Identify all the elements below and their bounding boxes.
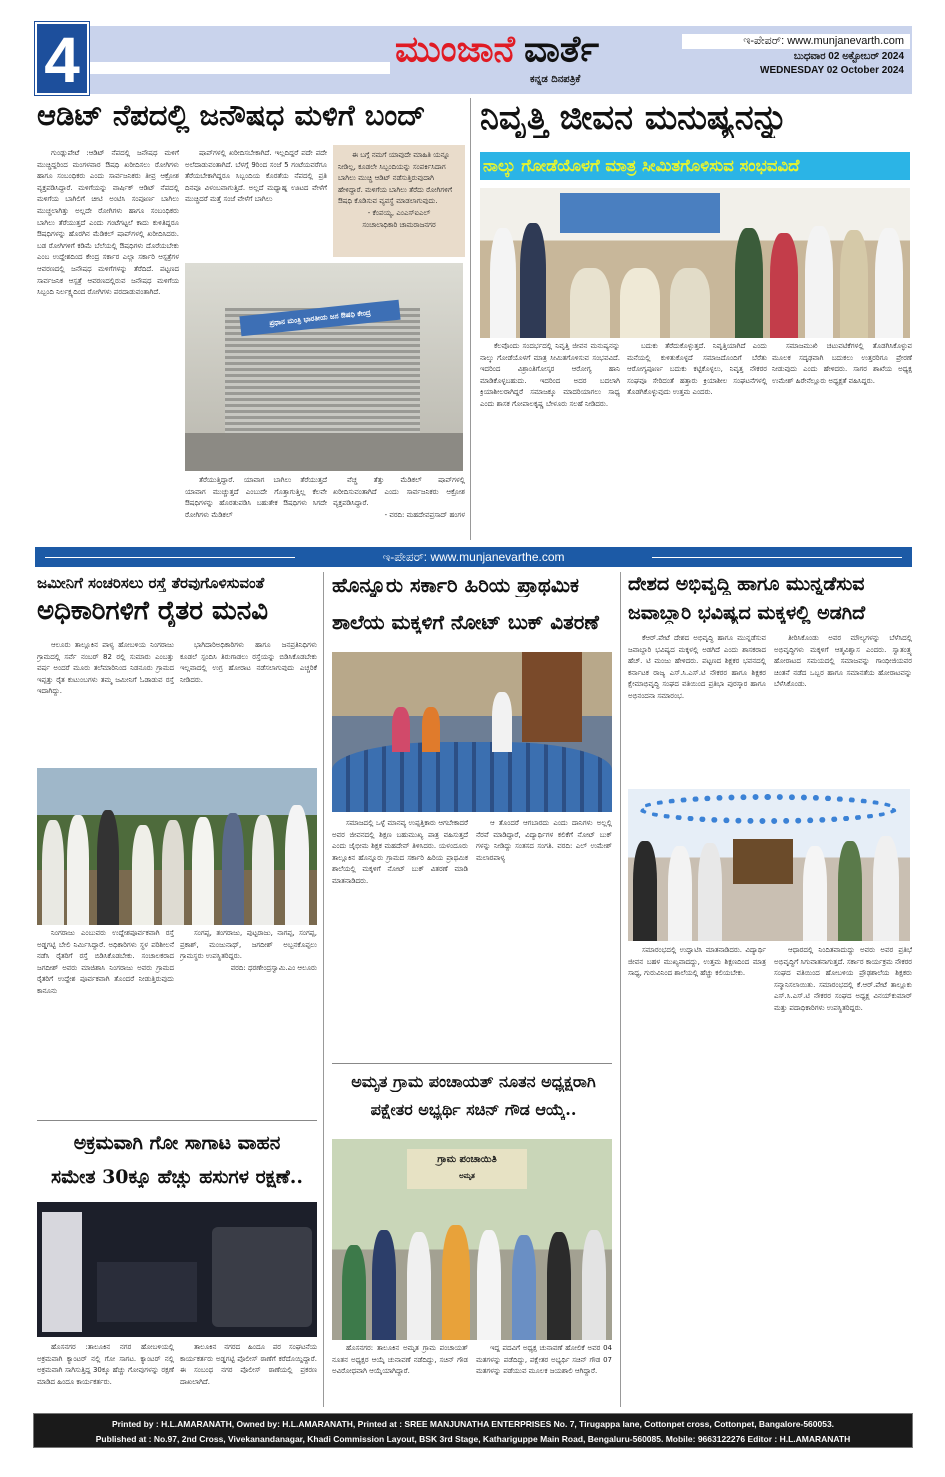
photo-retirement-felicitation (480, 188, 910, 338)
headline-farmers: ಅಧಿಕಾರಿಗಳಿಗೆ ರೈತರ ಮನವಿ (37, 596, 268, 626)
paragraph: ಕೆಲವೊಂದು ಸಂದರ್ಭದಲ್ಲಿ ನಿವೃತ್ತಿ ಜೀವನ ಮನುಷ್ಯನನ್ನು ನಾಲ್ಕು ಗೋಡೆಯೊಳಗೆ ಮಾತ್ರ ಸೀಮಿತಗೊಳಿಸುವ ಸಂಭವವಿದೆ. ಇದರಿಂದ ವಿಶ್ರಾಂತಿಗೋಸ್ಕರ ಆರೋಗ್ಯ ಹಾನಿ ಮಾಡಿಕೊಳ್ಳಬಹುದು. ಇದರಿಂದ ಅದರ ಬದಲಾಗಿ ಕ್ರಿಯಾಶೀಲರಾಗಿದ್ದರೆ ಸಮಾಜಕ್ಕೂ ಮಾದರಿಯಾಗಲು ಸಾಧ್ಯ ಎಂದು ಶಾಸಕ ಗೋಪಾಲಕೃಷ್ಣ ಬೇಳೂರು ಸಲಹೆ ನೀಡಿದರು. (480, 342, 620, 408)
page-number: 4 (35, 22, 89, 95)
byline: ವರದಿ: ಧರಣೇಂದ್ರಸ್ವಾಮಿ.ಎಂ ಆಲೂರು (230, 963, 317, 972)
photo-school-notebook-distribution (332, 652, 612, 812)
column-divider (470, 98, 471, 540)
paragraph: ಆಲೂರು ತಾಲ್ಲೂಕಿನ ಪಾಳ್ಯ ಹೋಬಳಿಯ ನಿಂಗರಾಜು ಗ್ರಾಮದಲ್ಲಿ ಸರ್ವೆ ನಂಬರ್ 82 ರಲ್ಲಿ ಸುಮಾರು ಎಂಬತ್ತು ವರ್ಷ ಅಂದರೆ ಮೂರು ತಲೆಮಾರಿನಿಂದ ನಿಡನೂರು ಗ್ರಾಮದ ಇಪ್ಪತ್ತು ರೈತ ಕುಟುಂಬಗಳು ತಮ್ಮ ಜಮೀನಿಗೆ ಓಡಾಡುವ ರಸ್ತೆ ಇದಾಗಿದ್ದು. (37, 641, 174, 696)
masthead-rule (90, 62, 390, 74)
divider (37, 1120, 317, 1121)
paragraph: ಹೊಸನಗರ: ತಾಲೂಕಿನ ಅಮೃತ ಗ್ರಾಮ ಪಂಚಾಯತ್ ನೂತನ ಅಧ್ಯಕ್ಷರ ಆಯ್ಕೆ ಚುನಾವಣೆ ನಡೆದಿದ್ದು, ಸಚಿನ್ ಗೌಡ ಅವಿರೋಧವಾಗಿ ಆಯ್ಕೆಯಾಗಿದ್ದಾರೆ. (332, 1344, 468, 1376)
paragraph: ವೆಚ್ಚ ತೆತ್ತು ಮೆಡಿಕಲ್ ಷಾಪ್‌ಗಳಲ್ಲಿ ಖರೀದಿಸುವಂತಾಗಿದೆ ಎಂದು ಸಾರ್ವಜನಿಕರು ಆಕ್ರೋಶ ವ್ಯಕ್ತಪಡಿಸಿದ್ದಾರೆ. (333, 476, 465, 508)
column-divider (323, 572, 324, 1407)
headline-audit: ಆಡಿಟ್ ನೆಪದಲ್ಲಿ ಜನೌಷಧ ಮಳಿಗೆ ಬಂದ್ (37, 98, 426, 132)
article-text (476, 818, 612, 1058)
paragraph: ಸಮಾಜದಲ್ಲಿ ಒಳ್ಳೆ ಮಾನವ್ಯ ಉಪ್ಪತ್ತಿಕಾರು ಆಗಬೇಕಾದರೆ ಅವರ ಜೀವನದಲ್ಲಿ ಶಿಕ್ಷಣ ಬಹುಮುಖ್ಯ ಪಾತ್ರ ವಹಿಸುತ್ತದೆ ಎಂದು ಜೈಭೀಮ ಶಿಕ್ಷಕ ಮಹದೇವ್ ತಿಳಿಸಿದರು. ಯಳಂದೂರು ತಾಲ್ಲೂಕಿನ ಹೊನ್ನೂರು ಗ್ರಾಮದ ಸರ್ಕಾರಿ ಹಿರಿಯ ಪ್ರಾಥಮಿಕ ಶಾಲೆಯಲ್ಲಿ ಮಕ್ಕಳಿಗೆ ನೋಟ್ ಬುಕ್ ವಿತರಣೆ ಮಾಡಿ ಮಾತನಾಡಿದರು. (332, 819, 468, 885)
office-sign-village: ಅಮೃತ (459, 1172, 475, 1180)
paragraph: ಆಧಾರದಲ್ಲಿ ನಿಂದಿತವಾದುದ್ದು ಅವರು ಅವರ ಪ್ರತಿಭೆ ಅಭಿವೃದ್ಧಿಗೆ ಸಿಗುವಾತನಾಗುತ್ತದೆ. ಸರ್ಕಾರ ಕಾರ್ಯಕ್ರಮ ನೌಕರರ ಸಂಘದ ವತಿಯಿಂದ ಹೋಬಳಿಯ ಪ್ರೌಢಶಾಲೆಯ ಶಿಕ್ಷಕರು ಸನ್ಮಾನಿಸಲಾಯಿತು. ಸಮಾರಂಭದಲ್ಲಿ ಕೆ.ಆರ್.ಪೇಟೆ ತಾಲ್ಲೂಕು ಎಸ್.ಸಿ.ಎಸ್.ಟಿ ನೌಕರರ ಸಂಘದ ಅಧ್ಯಕ್ಷ ವಿನಯ್‌ಕುಮಾರ್ ಮತ್ತು ಪದಾಧಿಕಾರಿಗಳು ಉಪಸ್ಥಿತರಿದ್ದರು. (774, 946, 912, 1012)
paragraph: ಹೊಸನಗರ :ತಾಲೂಕಿನ ನಗರ ಹೋಬಳಿಯಲ್ಲಿ ಅಕ್ರಮವಾಗಿ ಕ್ಯಾಂಟರ್ ನಲ್ಲಿ ಗೋ ಸಾಗಟ. ಕ್ಯಾಂಟರ್ ನಲ್ಲಿ ಅಕ್ರಮವಾಗಿ ಸಾಗಿಸುತ್ತಿದ್ದ 30ಕ್ಕೂ ಹೆಚ್ಚು ಗೋವುಗಳನ್ನು ರಕ್ಷಣೆ ಮಾಡಿದ ಹಿಂದೂ ಕಾರ್ಯಕರ್ತರು. (37, 1343, 174, 1386)
paragraph: ಇದ್ದ ಪದವಿಗೆ ಅಧ್ಯಕ್ಷ ಚುನಾವಣೆ ಹೋಲಿಕೆ ಅವರ 04 ಮತಗಳನ್ನು ಪಡೆದಿದ್ದು, ಪಕ್ಷೇತರ ಅಭ್ಯರ್ಥಿ ಸಚಿನ್ ಗೌಡ 07 ಮತಗಳನ್ನು ಪಡೆಯುವ ಮೂಲಕ ಜಯಶಾಲಿ ಆಗಿದ್ದಾರೆ. (476, 1344, 612, 1376)
article-text (180, 928, 317, 1113)
date-kannada: ಬುಧವಾರ 02 ಅಕ್ಟೋಬರ್ 2024 (793, 51, 904, 62)
imprint-line-1: Printed by : H.L.AMARANATH, Owned by: H.L.AMARANATH, Printed at : SREE MANJUNATHA ENTERPRISES No. 7, Tirugappa lane, Cottonpet cross, Cottonpet, Bangalore-560053. (111, 1419, 835, 1429)
article-text (333, 475, 465, 537)
paragraph: ಸಂಗಪ್ಪ, ತಂಗರಾಜು, ಪುಟ್ಟರಾಜು, ನಾಗಪ್ಪ, ಸಂಗಪ್ಪ, ಪ್ರಕಾಶ್, ಮಂಜುನಾಥ್, ಜಗದೀಶ್ ಅಬ್ಬನಕೊಪ್ಪಲು ಗ್ರಾಮಸ್ಥರು ಉಪಸ್ಥಿತರಿದ್ದರು. (180, 929, 317, 961)
title-black: ವಾರ್ತೆ (524, 29, 599, 69)
headline-panchayat-1: ಅಮೃತ ಗ್ರಾಮ ಪಂಚಾಯತ್ ನೂತನ ಅಧ್ಯಕ್ಷರಾಗಿ (351, 1072, 596, 1091)
article-text (37, 1342, 174, 1407)
article-text (627, 341, 767, 539)
headline-school-1: ಹೊನ್ನೂರು ಸರ್ಕಾರಿ ಹಿರಿಯ ಪ್ರಾಥಮಿಕ (332, 573, 579, 597)
subheadline-retirement: ನಾಲ್ಕು ಗೋಡೆಯೊಳಗೆ ಮಾತ್ರ ಸೀಮಿತಗೊಳಿಸುವ ಸಂಭವವಿದೆ (480, 152, 910, 180)
photo-cattle-vehicle (37, 1202, 317, 1337)
article-text (37, 640, 174, 765)
article-text (185, 148, 327, 260)
headline-panchayat-2: ಪಕ್ಷೇತರ ಅಭ್ಯರ್ಥಿ ಸಚಿನ್ ಗೌಡ ಆಯ್ಕೆ.. (370, 1100, 577, 1119)
article-text (774, 945, 912, 1407)
imprint-footer (33, 1413, 913, 1448)
paragraph: ತಾಲೂಕಿನ ನಗರದ ಹಿಂದೂ ಪರ ಸಂಘಟನೆಯ ಕಾರ್ಯಕರ್ತರು ಅಡ್ಡಗಟ್ಟಿ ಪೊಲೀಸ್ ಠಾಣೆಗೆ ಕರೆದೊಯ್ದಿದ್ದಾರೆ. ಈ ಸಂಬಂಧ ನಗರ ಪೊಲೀಸ್ ಠಾಣೆಯಲ್ಲಿ ಪ್ರಕರಣ ದಾಖಲಾಗಿದೆ. (180, 1343, 317, 1386)
headline-retirement: ನಿವೃತ್ತಿ ಜೀವನ ಮನುಷ್ಯನನ್ನು (480, 98, 788, 138)
article-text (628, 633, 766, 786)
date-block (682, 50, 910, 78)
article-text (480, 341, 620, 539)
photo-farmers-group (37, 768, 317, 925)
article-text (332, 1343, 468, 1407)
date-english: WEDNESDAY 02 October 2024 (760, 65, 904, 76)
article-text (332, 818, 468, 1058)
paragraph: ಕೆಆರ್.ಪೇಟೆ ದೇಶದ ಅಭಿವೃದ್ಧಿ ಹಾಗೂ ಮುನ್ನಡೆಸುವ ಜವಾಬ್ದಾರಿ ಭವಿಷ್ಯದ ಮಕ್ಕಳಲ್ಲಿ ಅಡಗಿದೆ ಎಂದು ಶಾಸಕರಾದ ಹೆಚ್. ಟಿ ಮಂಜು ಹೇಳಿದರು. ಪಟ್ಟಣದ ಶಿಕ್ಷಕರ ಭವನದಲ್ಲಿ ಕರ್ನಾಟಕ ರಾಜ್ಯ ಎಸ್.ಸಿ.ಎಸ್.ಟಿ ನೌಕರರ ಹಾಗೂ ಶಿಕ್ಷಕರ ಕ್ಷೇಮಾಭಿವೃದ್ಧಿ ಸಂಘದ ವತಿಯಿಂದ ಪ್ರತಿಭಾ ಪುರಸ್ಕಾರ ಹಾಗೂ ಅಭಿನಂದನಾ ಸಮಾರಂಭ. (628, 634, 766, 700)
epaper-band-url[interactable]: ಇ-ಪೇಪರ್: www.munjanevarthe.com (382, 550, 565, 564)
article-text (772, 341, 912, 539)
quote-text: ಈ ಬಗ್ಗೆ ನಮಗೆ ಯಾವುದೇ ಮಾಹಿತಿ ಯನ್ನೂ ನೀಡಿಲ್ಲ, ಕೂಡಲೇ ಸಿಬ್ಬಂದಿಯನ್ನು ಸಂಪರ್ಕಿಸಿದಾಗ ಬಾಗಿಲು ಮುಚ್ಚಿ ಆಡಿಟ್ ನಡೆಸುತ್ತಿರುವುದಾಗಿ ಹೇಳಿದ್ದಾರೆ. ಮಳಿಗೆಯ ಬಾಗಿಲು ತೆರೆದು ರೋಗಿಗಳಿಗೆ ಔಷಧಿ ಕೊಡಿಸುವ ವ್ಯವಸ್ಥೆ ಮಾಡಲಾಗುವುದು. (338, 151, 453, 206)
article-text (37, 928, 174, 1113)
paragraph: ಬದುಕು ತೆರೆದುಕೊಳ್ಳುತ್ತದೆ. ನಿವೃತ್ತಿಯಾಗಿದೆ ಎಂದು ಮನೆಯಲ್ಲಿ ಕುಳಿತುಕೊಳ್ಳದೆ ಸಮಾಜದೊಂದಿಗೆ ಬೆರೆತು ಆರೋಗ್ಯಪೂರ್ಣ ಬದುಕು ಕಟ್ಟಿಕೊಳ್ಳಲು, ನಿವೃತ್ತ ನೌಕರರ ಸಂಘವೂ ಸೇರಿದಂತೆ ಹತ್ತಾರು ಕ್ರಿಯಾಶೀಲ ಸಂಘಟನೆಗಳಲ್ಲಿ ತೊಡಗಿಕೊಳ್ಳುವುದು ಉತ್ತಮ ಎಂದರು. (627, 342, 767, 397)
newspaper-title (395, 28, 665, 78)
paragraph: ಸಮಾರಂಭದಲ್ಲಿ ಉದ್ಘಾಟಿಸಿ ಮಾತನಾಡಿದರು. ವಿದ್ಯಾರ್ಥಿ ಜೀವನ ಬಹಳ ಮುಖ್ಯವಾದದ್ದು, ಉತ್ತಮ ಶಿಕ್ಷಣದಿಂದ ಮಾತ್ರ ಸಾಧ್ಯ, ಗುರುವಿನಿಂದ ಶಾಲೆಯಲ್ಲಿ ಹೆಚ್ಚು ಕಲಿಯಬೇಕು. (628, 946, 766, 978)
imprint-line-2: Published at : No.97, 2nd Cross, Vivekanandanagar, Khadi Commission Layout, BSK 3rd Stage, Kathariguppe Main Road, Bengaluru-560085. Mobile: 9663122276 Editor : H.L.AMARANATH (95, 1434, 851, 1444)
shop-signboard: ಪ್ರಧಾನ ಮಂತ್ರಿ ಭಾರತೀಯ ಜನ ಔಷಧಿ ಕೇಂದ್ರ (239, 300, 400, 337)
photo-jan-aushadhi-shop (185, 263, 463, 471)
paragraph: ಭಾಗಿದಾರಿಅಧಿಕಾರಿಗಳು ಹಾಗೂ ಜನಪ್ರತಿನಿಧಿಗಳು ಕೂಡಲೆ ಸ್ಪಂದಿಸಿ ತಿರುಗಾಡಲು ರಸ್ತೆಯನ್ನು ಬಿಡಿಸಿಕೊಡಬೇಕು ಇಲ್ಲವಾದಲ್ಲಿ ಉಗ್ರ ಹೋರಾಟ ನಡೆಸಲಾಗುವುದು ಎಚ್ಚರಿಕೆ ನೀಡಿದರು. (180, 641, 317, 684)
epaper-band (35, 547, 912, 567)
article-text (180, 640, 317, 765)
column-divider (620, 572, 621, 1407)
article-text (37, 148, 179, 538)
headline-cows-2: ಸಮೇತ 30ಕ್ಕೂ ಹೆಚ್ಚು ಹಸುಗಳ ರಕ್ಷಣೆ.. (51, 1166, 303, 1188)
headline-nation-1: ದೇಶದ ಅಭಿವೃದ್ಧಿ ಹಾಗೂ ಮುನ್ನಡೆಸುವ (628, 573, 865, 595)
paragraph: ಗುಂಡ್ಲುಪೇಟೆ :ಆಡಿಟ್ ನೆಪದಲ್ಲಿ ಜನೌಷಧ ಮಳಿಗೆ ಮುಚ್ಚಿದ್ದರಿಂದ ಮಂಗಳವಾರ ಔಷಧಿ ಖರೀದಿಸಲು ರೋಗಿಗಳು ಹಾಗೂ ಸಂಬಂಧಿಕರು ಎಂದು ಸಾರ್ವಜನಿಕರು ತೀವ್ರ ಆಕ್ರೋಶ ವ್ಯಕ್ತಪಡಿಸಿದ್ದಾರೆ. ಮಳಿಗೆಯನ್ನು ವಾರ್ಷಿಕ್ ಆಡಿಟ್ ನೆಪದಲ್ಲಿ ಮಳಿಗೆಯ ಬಾಗಿಲಿಗೆ ಚೀಟಿ ಅಂಟಿಸಿ ಸಂಪೂರ್ಣ ಬಾಗಿಲು ಮುಚ್ಚಲಾಗಿತ್ತು ಅಲ್ಲದೇ ರೋಗಿಗಳು ಹಾಗೂ ಸಂಬಂಧಿಕರು ಬಾಗಿಲು ತೆರೆಯುತ್ತದೆ ಎಂದು ಗಂಟೆಗಟ್ಟಲೆ ಕಾದು ಕುಳಿತಿದ್ದರೂ ಔಷಧಿಗಳನ್ನು ಹೊರಗಿನ ಮೆಡಿಕಲ್ ಷಾಪ್‌ಗಳಲ್ಲಿ ಖರೀದಿಸಿದರು. ಬಡ ರೋಗಿಗಳಿಗೆ ಕಡಿಮೆ ಬೆಲೆಯಲ್ಲಿ ಔಷಧಿಗಳು ದೊರೆಯಬೇಕು ಎಂಬ ಉದ್ದೇಶದಿಂದ ಕೇಂದ್ರ ಸರ್ಕಾರ ಎಲ್ಲಾ ಸರ್ಕಾರಿ ಆಸ್ಪತ್ರೆಗಳ ಆವರಣದಲ್ಲಿ ಜನೌಷಧ ಮಳಿಗೆಗಳನ್ನು ತೆರೆದಿದೆ. ಪಟ್ಟಣದ ಸಾರ್ವಜನಿಕ ಆಸ್ಪತ್ರೆ ಆವರಣದಲ್ಲಿರುವ ಜನೌಷಧ ಮಳಿಗೆಯ ಸಿಬ್ಬಂದಿ ನಿರ್ಲಕ್ಷ್ಯದಿಂದ ರೋಗಿಗಳು ಪರದಾಡುವಂತಾಗಿದೆ. (37, 149, 179, 297)
paragraph: ತೀರಿಸಿಕೊಂಡು ಅವರ ಮೌಲ್ಯಗಳನ್ನು ಬೆಳೆಸಿದಲ್ಲಿ ಅಭಿವೃದ್ಧಿಗಳು ಮಕ್ಕಳಿಗೆ ಆತ್ಮವಿಶ್ವಾಸ ಎಂದರು. ಸ್ವಾತಂತ್ರ್ಯ ಹೋರಾಟದ ಸಮಯದಲ್ಲಿ ಸಮಾಜವನ್ನು ಗಾಂಧೀಜಿಯವರ ಚಿಂತನೆ ನಡೆದ ಒಬ್ಬರ ಹಾಗೂ ಸಮಾನತೆಯ ಹೋರಾಟವನ್ನು ಬೆಳೆಸಿಕೊಂಡು. (774, 634, 912, 689)
headline-cows-1: ಅಕ್ರಮವಾಗಿ ಗೋ ಸಾಗಾಟ ವಾಹನ (73, 1132, 281, 1154)
quote-author: - ಕೆಂಪಯ್ಯ, ಎಂಎಸ್‌ಐಎಲ್ (367, 208, 431, 217)
byline: - ವರದಿ: ಮಹದೇವಪ್ರಸಾದ್ ಹಂಗಳ (384, 510, 465, 519)
paragraph: ಷಾಪ್‌ಗಳಲ್ಲಿ ಖರೀದಿಸಬೇಕಾಗಿದೆ. ಇಲ್ಲದಿದ್ದರೆ ಪದೇ ಪದೇ ಅಲೆದಾಡುವಂತಾಗಿದೆ. ಬೆಳಗ್ಗೆ 9ರಿಂದ ಸಂಜೆ 5 ಗಂಟೆಯವರೆಗೂ ತೆರೆಯಬೇಕಾಗಿದ್ದರೂ ಸಿಬ್ಬಂದಿಯ ಕೊರತೆಯ ನೆಪದಲ್ಲಿ ಪ್ರತಿ ದಿನವೂ ವಿಳಂಬವಾಗುತ್ತಿದೆ. ಅಲ್ಲದೆ ಮಧ್ಯಾಹ್ನ ಊಟದ ವೇಳೆಗೆ ಮುಚ್ಚಿದರೆ ಮತ್ತೆ ಸಂಜೆ ವೇಳೆಗೆ ಬಾಗಿಲು (185, 149, 327, 204)
epaper-url[interactable]: ಇ-ಪೇಪರ್: www.munjanevarth.com (682, 34, 910, 49)
paragraph: ನಿಂಗರಾಜು ಎಂಬುವರು ಉದ್ದೇಶಪೂರ್ವಕವಾಗಿ ರಸ್ತೆ ಅಡ್ಡಗಟ್ಟಿ ಬೇಲಿ ನಿರ್ಮಿಸಿದ್ದಾರೆ. ಅಧಿಕಾರಿಗಳು ಸ್ಥಳ ಪರಿಶೀಲನೆ ನಡೆಸಿ ರೈತರಿಗೆ ರಸ್ತೆ ಬಿಡಿಸಿಕೊಡಬೇಕು. ಸಂಚಾಲಕರಾದ ಜಗದೀಶ್ ಅವರು ಮಾಜಿಶಾಸಿ ನಿಂಗರಾಜು ಅವರು ಗ್ರಾಮದ ರೈತರಿಗೆ ಉದ್ದೇಶ ಪೂರ್ವಕವಾಗಿ ತೊಂದರೆ ನೀಡುತ್ತಿರುವುದು ಕಾನೂನು (37, 929, 174, 995)
tagline: ಕನ್ನಡ ದಿನಪತ್ರಿಕೆ (530, 74, 581, 85)
headline-school-2: ಶಾಲೆಯ ಮಕ್ಕಳಿಗೆ ನೋಟ್ ಬುಕ್ ವಿತರಣೆ (332, 610, 599, 634)
article-text (628, 945, 766, 1407)
photo-pratibha-puraskar (628, 789, 910, 941)
title-red: ಮುಂಜಾನೆ (395, 29, 515, 69)
photo-panchayat-office (332, 1139, 612, 1340)
article-text (180, 1342, 317, 1407)
office-sign: ಗ್ರಾಮ ಪಂಚಾಯಿತಿ (437, 1154, 497, 1165)
article-text (476, 1343, 612, 1407)
divider (332, 1063, 612, 1064)
kicker-farmers: ಜಮೀನಿಗೆ ಸಂಚರಿಸಲು ರಸ್ತೆ ತೆರವುಗೊಳಿಸುವಂತೆ (37, 574, 265, 592)
paragraph: ಸಮಾಜಮುಖಿ ಚಟುವಟಿಕೆಗಳಲ್ಲಿ ತೊಡಗಿಸಿಕೊಳ್ಳುವ ಮೂಲಕ ಸದೃಢವಾಗಿ ಬದುಕಲು ಉತ್ತರರಿಗೂ ಪ್ರೇರಣೆ ನೀಡುವುದು ಎಂದು ಹೇಳಿದರು. ಸಾಗರ ಶಾಖೆಯ ಅಧ್ಯಕ್ಷ ಉಮೇಶ್ ಹಿರೇನೆಲ್ಲೂರು ಅಧ್ಯಕ್ಷತೆ ವಹಿಸಿದ್ದರು. (772, 342, 912, 385)
article-text (185, 475, 327, 537)
article-text (774, 633, 912, 786)
paragraph: ತೆರೆಯುತ್ತಿದ್ದಾರೆ. ಯಾವಾಗ ಬಾಗಿಲು ತೆರೆಯುತ್ತದೆ ಯಾವಾಗ ಮುಚ್ಚುತ್ತದೆ ಎಂಬುದೇ ಗೊತ್ತಾಗುತ್ತಿಲ್ಲ ಕೆಲವೇ ಔಷಧಿಗಳನ್ನು ಹೊರತುಪಡಿಸಿ ಬಹುತೇಕ ಔಷಧಿಗಳು ಸಿಗದೇ ರೋಗಿಗಳು ಮೆಡಿಕಲ್ (185, 476, 327, 519)
paragraph: ಆ ತೊಂದರೆ ಆಗಬಾರದು ಎಂದು ದಾನಿಗಳು ಅಲ್ಲಲ್ಲಿ ನೆರವೆ ಮಾಡಿದ್ದಾರೆ, ವಿದ್ಯಾರ್ಥಿಗಳ ಕಲಿಕೆಗೆ ನೋಟ್ ಬುಕ್ ಗಳನ್ನು ನೀಡಿದ್ದು ಸಂತಸದ ಸಂಗತಿ. ವರದಿ: ಎಲ್ ಉಮೇಶ್ ಮಲಾರಪಾಳ್ಯ (476, 819, 612, 862)
quote-role: ಸಂಚಾಲಾಧಿಕಾರಿ ಚಾಮರಾಜನಗರ (362, 220, 436, 229)
headline-nation-2: ಜವಾಬ್ದಾರಿ ಭವಿಷ್ಯದ ಮಕ್ಕಳಲ್ಲಿ ಅಡಗಿದೆ (628, 602, 866, 624)
quote-box (333, 145, 465, 257)
